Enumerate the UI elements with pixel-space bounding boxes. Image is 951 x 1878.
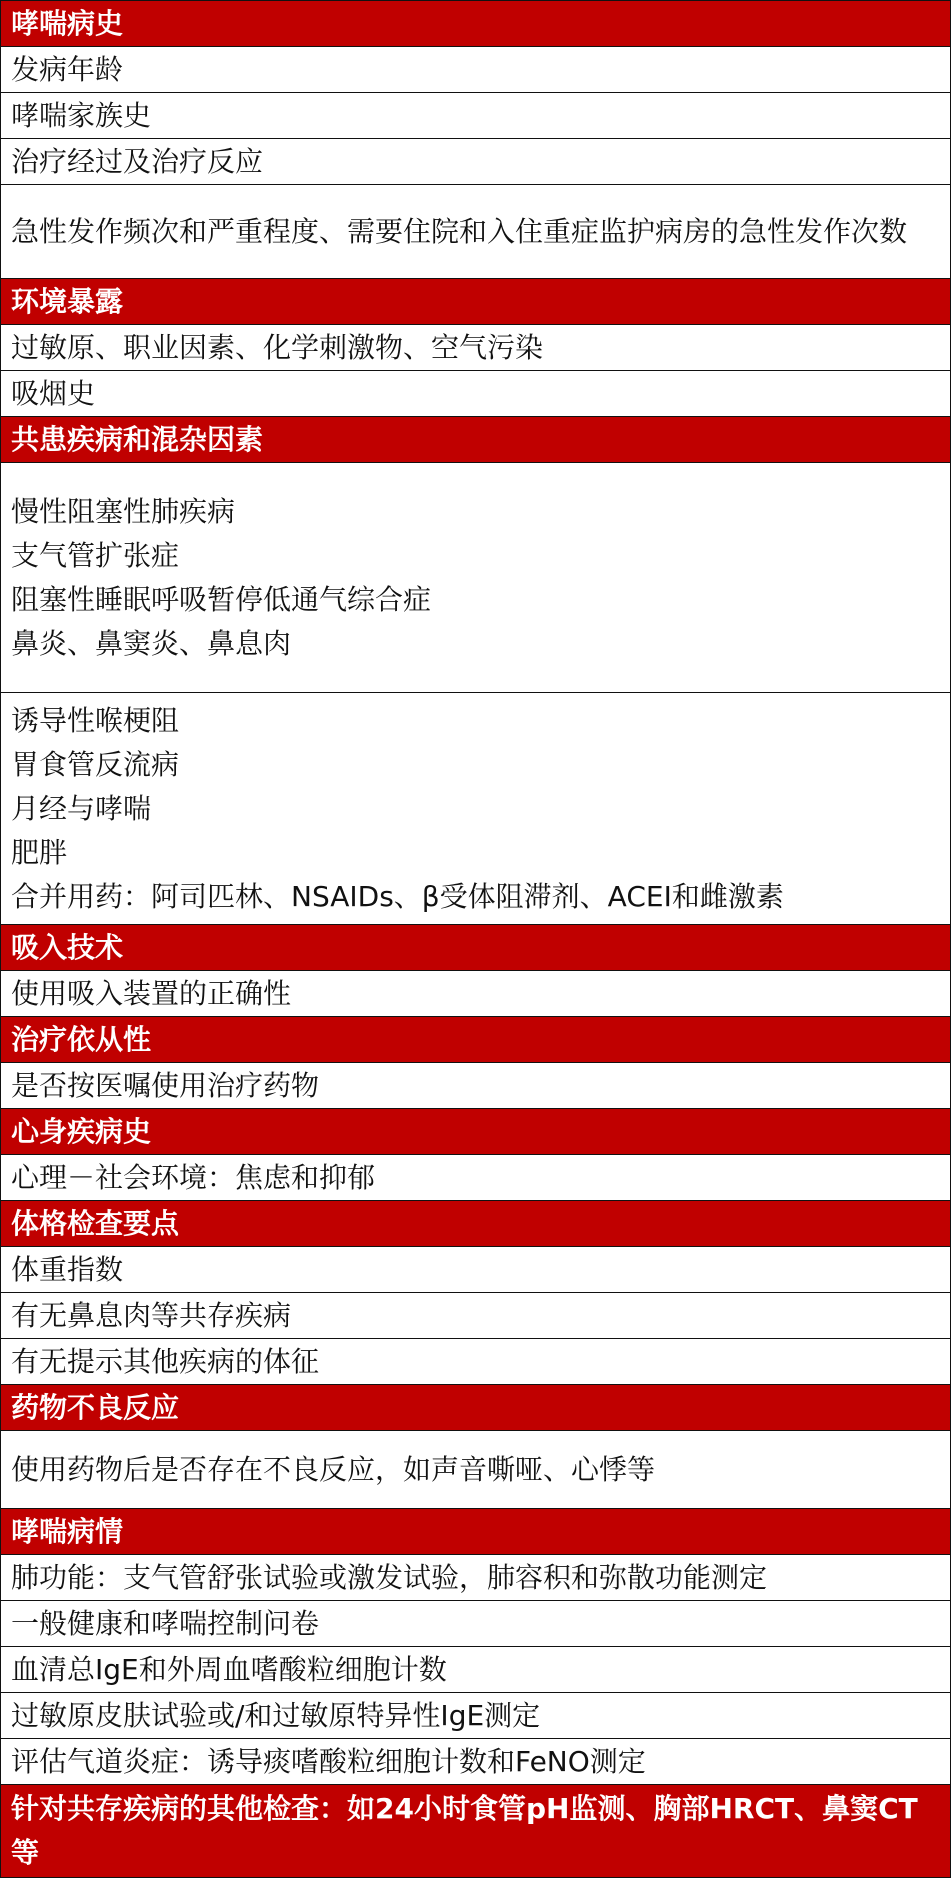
table-row — [1, 1293, 950, 1339]
section-header — [1, 279, 950, 325]
row-text: 阻塞性睡眠呼吸暂停低通气综合症 — [11, 582, 432, 616]
section-header-text: 治疗依从性 — [11, 1022, 152, 1056]
section-header — [1, 925, 950, 971]
table-row — [1, 1155, 950, 1201]
row-text: 使用吸入装置的正确性 — [11, 976, 292, 1010]
row-text: 血清总IgE和外周血嗜酸粒细胞计数 — [11, 1652, 447, 1686]
table-row — [1, 47, 950, 93]
row-text: 一般健康和哮喘控制问卷 — [11, 1606, 320, 1640]
section-header — [1, 1109, 950, 1155]
row-text: 治疗经过及治疗反应 — [11, 144, 264, 178]
table-row — [1, 325, 950, 371]
section-header-text: 哮喘病情 — [11, 1514, 124, 1548]
section-header-text: 体格检查要点 — [11, 1206, 180, 1240]
section-header-text: 共患疾病和混杂因素 — [11, 422, 264, 456]
row-text: 诱导性喉梗阻 — [11, 703, 180, 737]
row-text: 肺功能：支气管舒张试验或激发试验，肺容积和弥散功能测定 — [11, 1560, 768, 1594]
section-header-text: 心身疾病史 — [11, 1114, 152, 1148]
section-header — [1, 1785, 950, 1878]
table-row — [1, 1601, 950, 1647]
row-text: 评估气道炎症：诱导痰嗜酸粒细胞计数和FeNO测定 — [11, 1744, 646, 1778]
section-header — [1, 1017, 950, 1063]
row-text: 使用药物后是否存在不良反应，如声音嘶哑、心悸等 — [11, 1452, 656, 1486]
table-row — [1, 693, 950, 925]
section-header — [1, 1, 950, 47]
section-header-text: 哮喘病史 — [11, 6, 124, 40]
table-row — [1, 1555, 950, 1601]
table-row — [1, 1647, 950, 1693]
section-header — [1, 1509, 950, 1555]
row-text: 心理－社会环境：焦虑和抑郁 — [11, 1160, 376, 1194]
row-text: 月经与哮喘 — [11, 791, 152, 825]
table-row — [1, 1247, 950, 1293]
section-header-text: 环境暴露 — [11, 284, 124, 318]
row-text: 发病年龄 — [11, 52, 124, 86]
section-header — [1, 417, 950, 463]
table-row — [1, 1739, 950, 1785]
row-text: 肥胖 — [11, 835, 68, 869]
section-header — [1, 1201, 950, 1247]
row-text: 有无提示其他疾病的体征 — [11, 1344, 320, 1378]
row-text: 合并用药：阿司匹林、NSAIDs、β受体阻滞剂、ACEI和雌激素 — [11, 879, 784, 913]
row-text: 急性发作频次和严重程度、需要住院和入住重症监护病房的急性发作次数 — [11, 214, 908, 248]
section-header-text: 针对共存疾病的其他检查：如24小时食管pH监测、胸部HRCT、鼻窦CT等 — [11, 1792, 918, 1869]
row-text: 吸烟史 — [11, 376, 96, 410]
row-text: 胃食管反流病 — [11, 747, 180, 781]
row-text: 鼻炎、鼻窦炎、鼻息肉 — [11, 626, 292, 660]
row-text: 慢性阻塞性肺疾病 — [11, 494, 236, 528]
row-text: 过敏原皮肤试验或/和过敏原特异性IgE测定 — [11, 1698, 541, 1732]
table-row — [1, 371, 950, 417]
row-text: 支气管扩张症 — [11, 538, 180, 572]
section-header-text: 吸入技术 — [11, 930, 124, 964]
row-text: 有无鼻息肉等共存疾病 — [11, 1298, 292, 1332]
table-row — [1, 1431, 950, 1509]
table-row — [1, 971, 950, 1017]
row-text: 哮喘家族史 — [11, 98, 152, 132]
table-row — [1, 139, 950, 185]
section-header — [1, 1385, 950, 1431]
table-row — [1, 1693, 950, 1739]
table-row — [1, 185, 950, 279]
table-row — [1, 463, 950, 693]
row-text: 过敏原、职业因素、化学刺激物、空气污染 — [11, 330, 544, 364]
table-row — [1, 93, 950, 139]
table-row — [1, 1339, 950, 1385]
table-row — [1, 1063, 950, 1109]
row-text: 是否按医嘱使用治疗药物 — [11, 1068, 320, 1102]
section-header-text: 药物不良反应 — [11, 1390, 180, 1424]
row-text: 体重指数 — [11, 1252, 124, 1286]
